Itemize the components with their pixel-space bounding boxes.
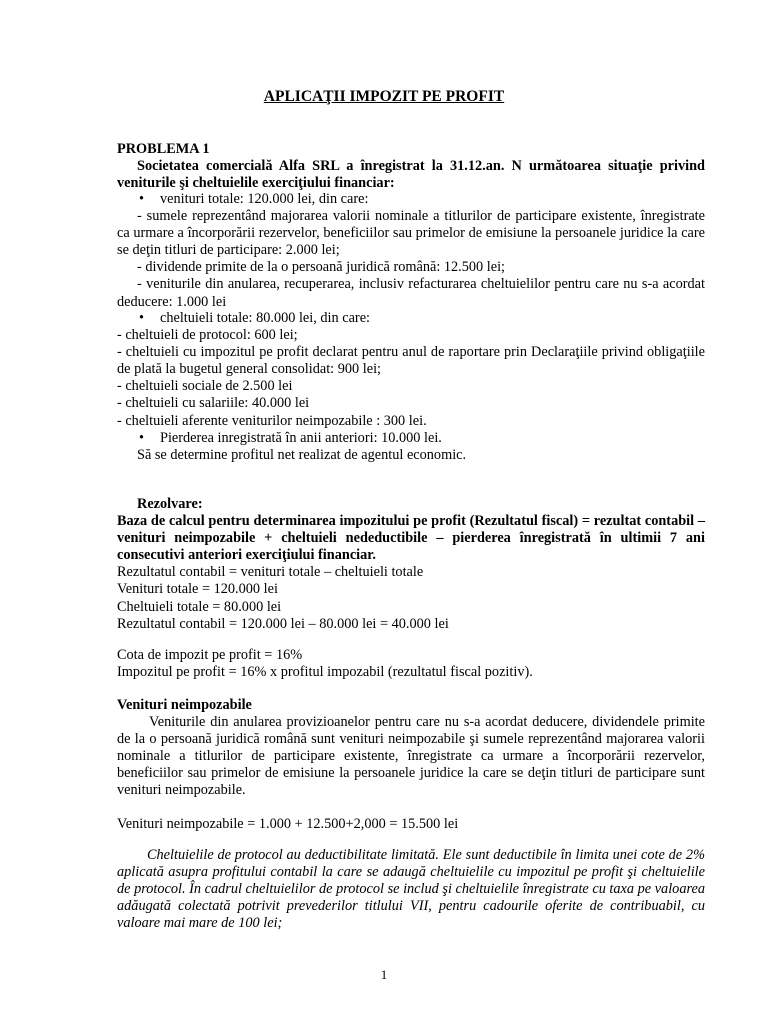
expense-item: - cheltuieli de protocol: 600 lei; <box>117 327 298 344</box>
tax-line: Impozitul pe profit = 16% x profitul impozabil (rezultatul fiscal pozitiv). <box>117 664 533 681</box>
loss-text: Pierderea inregistrată în anii anteriori: 10.000 lei. <box>160 429 442 446</box>
income-item: - dividende primite de la o persoană juridică română: 12.500 lei; <box>137 259 506 276</box>
problem-block <box>117 141 705 192</box>
accounting-line: Rezultatul contabil = 120.000 lei – 80.000 lei = 40.000 lei <box>117 615 449 632</box>
accounting-line: Rezultatul contabil = venituri totale – cheltuieli totale <box>117 564 424 581</box>
problem-heading: PROBLEMA 1 <box>117 141 210 157</box>
income-section <box>117 191 705 311</box>
nontaxable-text: Veniturile din anularea provizioanelor pentru care nu s-a acordat deducere, dividendele primite de la o persoană juridică română sunt venituri neimpozabile şi sumele reprezentând majorarea valorii nominale a titlurilor de participare existente, înregistrate ca urmare a încorporării rezervelor, beneficiilor sau primelor de emisiune la persoanele juridice la care se deţin titluri de participare sunt venituri neimpozabile. <box>117 714 705 799</box>
expense-total-text: cheltuieli totale: 80.000 lei, din care: <box>160 310 371 326</box>
income-total-item <box>117 191 705 208</box>
tax-line: Cota de impozit pe profit = 16% <box>117 647 303 663</box>
protocol-text: Cheltuielile de protocol au deductibilitate limitată. Ele sunt deductibile în limita unei cote de 2% aplicată asupra profitului contabil la care se adaugă cheltuielile cu impozitul pe profit şi cheltuielile de protocol. În cadrul cheltuielilor de protocol se includ şi cheltuielile înregistrate cu taxa pe valoarea adăugată colectată potrivit prevederilor titlului VII, pentru cadourile oferite de contribuabil, cu valoare mai mare de 100 lei; <box>117 847 705 932</box>
accounting-line: Venituri totale = 120.000 lei <box>117 581 278 598</box>
nontaxable-total-block <box>117 816 705 833</box>
expense-item: - cheltuieli cu impozitul pe profit declarat pentru anul de raportare prin Declaraţiile privind obligaţiile de plată la bugetul general consolidat: 900 lei; <box>117 344 705 378</box>
page-title: APLICAŢII IMPOZIT PE PROFIT <box>263 88 505 105</box>
loss-item <box>117 430 705 447</box>
solution-block <box>117 496 705 633</box>
bullet-icon: • <box>139 191 145 207</box>
expense-item: - cheltuieli sociale de 2.500 lei <box>117 378 293 395</box>
expense-item: - cheltuieli aferente veniturilor neimpozabile : 300 lei. <box>117 412 427 429</box>
bullet-icon: • <box>139 310 145 326</box>
nontaxable-heading: Venituri neimpozabile <box>117 697 252 713</box>
task-text: Să se determine profitul net realizat de agentul economic. <box>137 446 467 463</box>
income-total-text: venituri totale: 120.000 lei, din care: <box>160 191 369 207</box>
base-formula: Baza de calcul pentru determinarea impozitului pe profit (Rezultatul fiscal) = rezultat contabil – venituri neimpozabile + cheltuieli nedeductibile – pierderea înregistrată în ultimii 7 ani consecutivi anteriori exerciţiului financiar. <box>117 513 705 564</box>
protocol-block <box>117 847 705 932</box>
accounting-line: Cheltuieli totale = 80.000 lei <box>117 598 282 615</box>
expense-section <box>117 310 705 464</box>
problem-intro: Societatea comercială Alfa SRL a înregistrat la 31.12.an. N următoarea situaţie privind veniturile şi cheltuielile exerciţiului financiar: <box>117 158 705 192</box>
nontaxable-total: Venituri neimpozabile = 1.000 + 12.500+2,000 = 15.500 lei <box>117 816 459 832</box>
solution-heading: Rezolvare: <box>137 496 203 512</box>
bullet-icon: • <box>139 429 145 446</box>
page-number: 1 <box>380 967 388 982</box>
nontaxable-block <box>117 697 705 800</box>
expense-total-item <box>117 310 705 327</box>
expense-item: - cheltuieli cu salariile: 40.000 lei <box>117 395 310 412</box>
tax-rate-block <box>117 647 705 681</box>
income-item: - veniturile din anularea, recuperarea, inclusiv refacturarea cheltuielilor pentru care nu s-a acordat deducere: 1.000 lei <box>117 276 705 310</box>
income-item: - sumele reprezentând majorarea valorii nominale a titlurilor de participare existente, înregistrate ca urmare a încorporării rezervelor, beneficiilor sau primelor de emisiune la persoanele juridice la care se deţin titluri de participare: 2.000 lei; <box>117 208 705 259</box>
